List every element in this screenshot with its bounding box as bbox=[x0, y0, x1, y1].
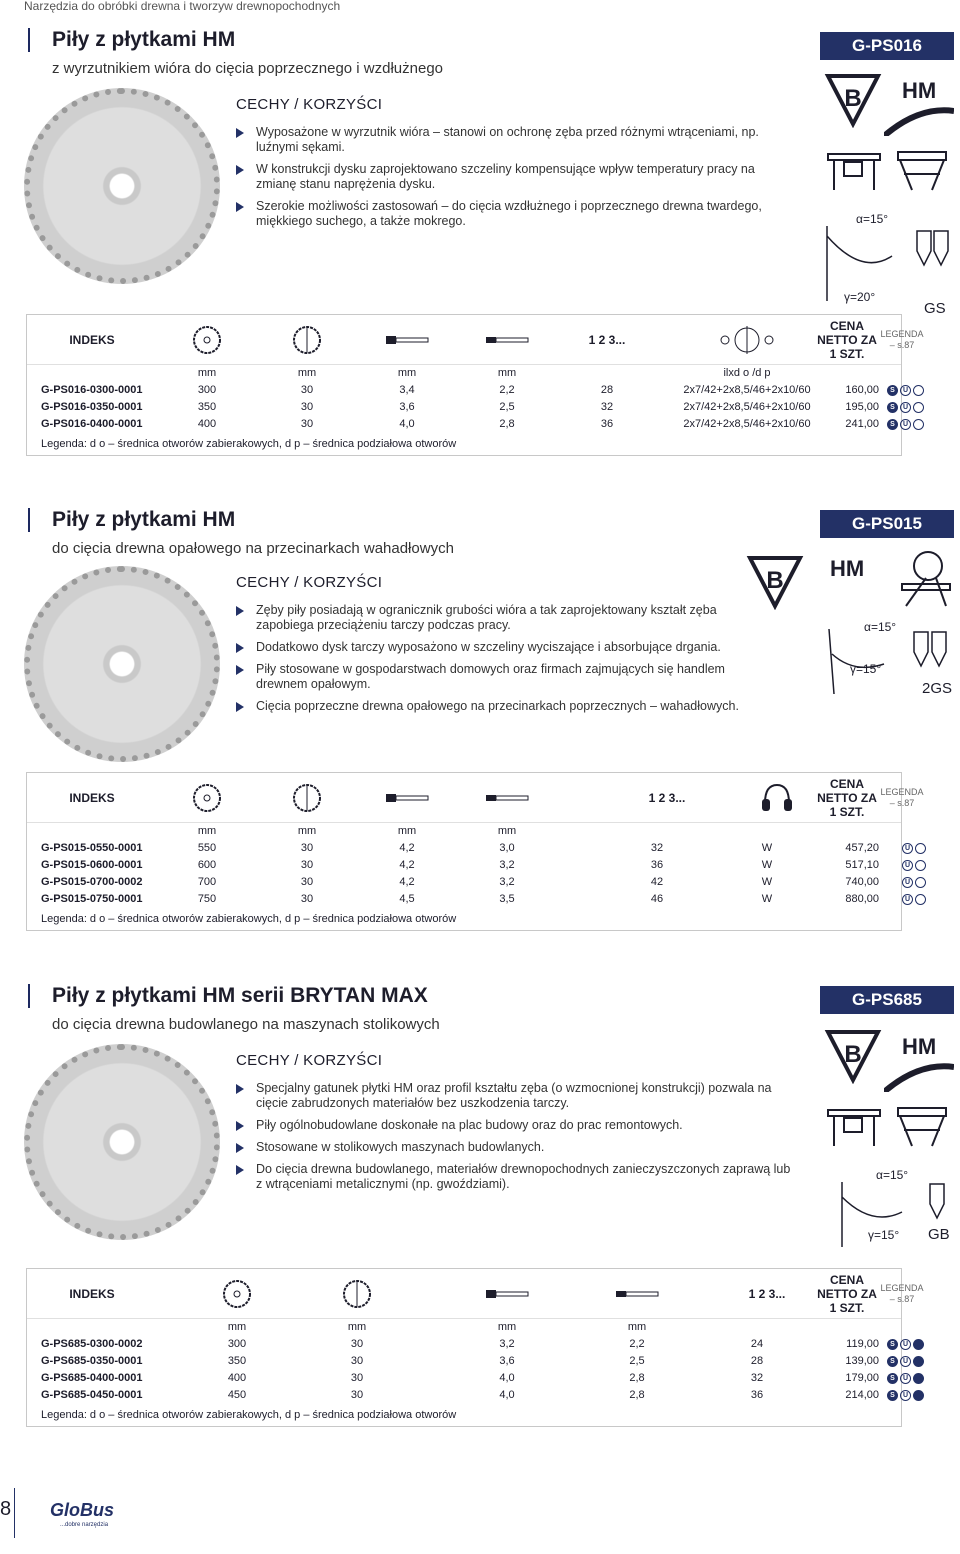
unit-cell: mm bbox=[197, 367, 217, 379]
page-divider bbox=[14, 1488, 15, 1538]
gamma-angle-label: γ=15° bbox=[868, 1228, 900, 1242]
category-header: Narzędzia do obróbki drewna i tworzyw drewnopochodnych bbox=[24, 0, 341, 13]
section-title: Piły z płytkami HM bbox=[28, 508, 235, 532]
thickness-cell: 2,2 bbox=[499, 384, 515, 396]
kerf-cell: 4,0 bbox=[399, 418, 415, 430]
legend-badges bbox=[902, 860, 926, 871]
hm-label: HM bbox=[902, 1034, 937, 1059]
badge-outline-circle bbox=[913, 385, 924, 396]
bore-cell: 30 bbox=[350, 1338, 364, 1350]
body-thickness-icon bbox=[484, 786, 530, 810]
index-cell: G-PS685-0450-0001 bbox=[41, 1389, 143, 1401]
feature-item: W konstrukcji dysku zaprojektowano szczeliny kompensujące wpływ temperatury pracy na zmianę stanu naprężenia dysku. bbox=[236, 162, 796, 192]
thickness-cell: 2,2 bbox=[629, 1338, 645, 1350]
badge-outline-circle bbox=[915, 894, 926, 905]
bench-saw-icon bbox=[892, 1100, 952, 1150]
diameter-cell: 300 bbox=[227, 1338, 247, 1350]
diameter-cell: 350 bbox=[197, 401, 217, 413]
diameter-icon bbox=[191, 782, 223, 814]
badge-outline-circle bbox=[915, 843, 926, 854]
section-title: Piły z płytkami HM serii BRYTAN MAX bbox=[28, 984, 428, 1008]
diameter-cell: 350 bbox=[227, 1355, 247, 1367]
index-header: INDEKS bbox=[69, 1287, 115, 1301]
tooth-shape-label: GB bbox=[928, 1226, 950, 1243]
price-cell: 457,20 bbox=[845, 842, 879, 854]
legend-badges bbox=[887, 1390, 924, 1401]
kerf-cell: 4,2 bbox=[399, 842, 415, 854]
index-header: INDEKS bbox=[69, 333, 115, 347]
hm-label: HM bbox=[830, 556, 865, 581]
price-cell: 214,00 bbox=[845, 1389, 879, 1401]
icons-panel bbox=[820, 1022, 956, 1252]
holes-cell: W bbox=[761, 876, 773, 888]
saw-blade-image bbox=[24, 1044, 220, 1240]
section-subtitle: do cięcia drewna opałowego na przecinarkach wahadłowych bbox=[52, 540, 454, 557]
holes-cell: 2x7/42+2x8,5/46+2x10/60 bbox=[683, 418, 811, 430]
badge-u: U bbox=[900, 1356, 911, 1367]
feature-item: Dodatkowo dysk tarczy wyposażono w szczeliny wyciszające i absorbujące drgania. bbox=[236, 640, 766, 655]
feature-item: Do cięcia drewna budowlanego, materiałów drewnopochodnych zanieczyszczonych zaprawą lub z wtrąceniami metalicznymi (np. gwoździami). bbox=[236, 1162, 796, 1192]
teeth-count-header: 1 2 3... bbox=[588, 333, 626, 347]
bore-cell: 30 bbox=[350, 1372, 364, 1384]
index-cell: G-PS685-0350-0001 bbox=[41, 1355, 143, 1367]
badge-u: U bbox=[902, 843, 913, 854]
table-row bbox=[27, 1370, 909, 1387]
saw-blade-image bbox=[24, 88, 220, 284]
index-cell: G-PS015-0750-0001 bbox=[41, 893, 143, 905]
unit-cell: mm bbox=[397, 825, 417, 837]
features-title: CECHY / KORZYŚCI bbox=[236, 96, 383, 113]
feature-item: Zęby piły posiadają w ogranicznik grubości wióra a tak zaprojektowany kształt zęba zapobiega przeciążeniu tarczy podczas pracy. bbox=[236, 603, 766, 633]
product-code-badge: G-PS015 bbox=[820, 510, 954, 538]
svg-text:B: B bbox=[844, 1041, 862, 1068]
kerf-cell: 3,6 bbox=[399, 401, 415, 413]
page-number: 8 bbox=[0, 1498, 12, 1520]
features-block bbox=[236, 96, 796, 236]
bore-cell: 30 bbox=[300, 401, 314, 413]
saw-blade-image bbox=[24, 566, 220, 762]
spec-table-ps016 bbox=[26, 314, 924, 456]
alpha-angle-label: α=15° bbox=[864, 620, 897, 634]
teeth-cell: 46 bbox=[650, 893, 664, 905]
table-row bbox=[27, 1336, 909, 1353]
price-cell: 160,00 bbox=[845, 384, 879, 396]
gamma-angle-label: γ=20° bbox=[844, 290, 876, 304]
kerf-width-icon bbox=[484, 1282, 530, 1306]
tooth-shape-label: GS bbox=[924, 300, 946, 317]
bore-cell: 30 bbox=[300, 842, 314, 854]
brand-tagline: ...dobre narzędzia bbox=[60, 1522, 109, 1528]
table-row bbox=[27, 840, 911, 857]
icons-panel bbox=[746, 548, 956, 708]
diameter-cell: 450 bbox=[227, 1389, 247, 1401]
holes-cell: W bbox=[761, 859, 773, 871]
product-code-badge: G-PS685 bbox=[820, 986, 954, 1014]
kerf-cell: 3,4 bbox=[399, 384, 415, 396]
badge-u: U bbox=[900, 1373, 911, 1384]
badge-u: U bbox=[902, 860, 913, 871]
feature-item: Specjalny gatunek płytki HM oraz profil kształtu zęba (o wzmocnionej konstrukcji) pozwala na cięcie zabrudzonych materiałów bez uszkodzenia tarczy. bbox=[236, 1081, 796, 1111]
price-cell: 195,00 bbox=[845, 401, 879, 413]
badge-u: U bbox=[900, 385, 911, 396]
index-cell: G-PS685-0400-0001 bbox=[41, 1372, 143, 1384]
features-block bbox=[236, 1052, 796, 1199]
teeth-cell: 32 bbox=[650, 842, 664, 854]
index-cell: G-PS016-0400-0001 bbox=[41, 418, 143, 430]
price-cell: 241,00 bbox=[845, 418, 879, 430]
badge-outline-circle bbox=[915, 877, 926, 888]
unit-cell: mm bbox=[297, 367, 317, 379]
bore-cell: 30 bbox=[300, 384, 314, 396]
legend-badges bbox=[887, 385, 924, 396]
price-cell: 517,10 bbox=[845, 859, 879, 871]
holes-cell: 2x7/42+2x8,5/46+2x10/60 bbox=[683, 384, 811, 396]
svg-text:B: B bbox=[844, 85, 862, 112]
price-header: CENA NETTO ZA 1 SZT. bbox=[817, 1273, 877, 1315]
bore-diameter-icon bbox=[291, 324, 323, 356]
section-subtitle: z wyrzutnikiem wióra do cięcia poprzecznego i wzdłużnego bbox=[52, 60, 444, 77]
units-row bbox=[27, 1319, 901, 1336]
body-thickness-icon bbox=[614, 1282, 660, 1306]
diameter-cell: 300 bbox=[197, 384, 217, 396]
unit-cell: ilxd o /d p bbox=[723, 367, 771, 379]
b-class-triangle-icon bbox=[824, 70, 882, 128]
feature-item: Stosowane w stolikowych maszynach budowlanych. bbox=[236, 1140, 796, 1155]
teeth-cell: 32 bbox=[750, 1372, 764, 1384]
swing-saw-icon bbox=[896, 548, 956, 608]
thickness-cell: 2,5 bbox=[499, 401, 515, 413]
badge-filled-circle bbox=[913, 1390, 924, 1401]
bench-saw-icon bbox=[892, 144, 952, 194]
teeth-count-header: 1 2 3... bbox=[748, 1287, 786, 1301]
table-row bbox=[27, 1353, 909, 1370]
badge-s: S bbox=[887, 419, 898, 430]
legend-badges bbox=[887, 419, 924, 430]
unit-cell: mm bbox=[297, 825, 317, 837]
section-title: Piły z płytkami HM bbox=[28, 28, 235, 52]
section-subtitle: do cięcia drewna budowlanego na maszynach stolikowych bbox=[52, 1016, 440, 1033]
thickness-cell: 3,0 bbox=[499, 842, 515, 854]
feature-item: Piły stosowane w gospodarstwach domowych oraz firmach zajmujących się handlem drewnem opałowym. bbox=[236, 662, 766, 692]
b-class-triangle-icon bbox=[824, 1026, 882, 1084]
diameter-cell: 600 bbox=[197, 859, 217, 871]
price-header: CENA NETTO ZA 1 SZT. bbox=[817, 777, 877, 819]
features-title: CECHY / KORZYŚCI bbox=[236, 1052, 383, 1069]
table-saw-icon bbox=[824, 1100, 884, 1150]
holes-cell: 2x7/42+2x8,5/46+2x10/60 bbox=[683, 401, 811, 413]
price-cell: 740,00 bbox=[845, 876, 879, 888]
badge-s: S bbox=[887, 1390, 898, 1401]
product-code-badge: G-PS016 bbox=[820, 32, 954, 60]
badge-u: U bbox=[900, 1339, 911, 1350]
badge-u: U bbox=[900, 1390, 911, 1401]
table-saw-icon bbox=[824, 144, 884, 194]
badge-filled-circle bbox=[913, 1373, 924, 1384]
kerf-width-icon bbox=[384, 786, 430, 810]
feature-item: Cięcia poprzeczne drewna opałowego na przecinarkach poprzecznych – wahadłowych. bbox=[236, 699, 766, 714]
unit-cell: mm bbox=[497, 1321, 517, 1333]
unit-cell: mm bbox=[227, 1321, 247, 1333]
price-cell: 139,00 bbox=[845, 1355, 879, 1367]
badge-outline-circle bbox=[915, 860, 926, 871]
table-row bbox=[27, 382, 909, 399]
table-row bbox=[27, 399, 909, 416]
product-section-ps685 bbox=[24, 984, 956, 1244]
badge-s: S bbox=[887, 385, 898, 396]
kerf-width-icon bbox=[384, 328, 430, 352]
legend-badges bbox=[902, 843, 926, 854]
unit-cell: mm bbox=[497, 367, 517, 379]
kerf-cell: 4,5 bbox=[399, 893, 415, 905]
blade-segment-icon bbox=[884, 106, 954, 136]
kerf-cell: 4,2 bbox=[399, 859, 415, 871]
legend-note: Legenda: d o – średnica otworów zabierakowych, d p – średnica podziałowa otworów bbox=[41, 438, 457, 450]
price-cell: 119,00 bbox=[846, 1338, 879, 1350]
index-cell: G-PS016-0300-0001 bbox=[41, 384, 143, 396]
legend-header: LEGENDA – s.87 bbox=[880, 787, 924, 808]
badge-filled-circle bbox=[913, 1339, 924, 1350]
feature-item: Szerokie możliwości zastosowań – do cięcia wzdłużnego i poprzecznego drewna twardego, miękkiego suchego, a także mokrego. bbox=[236, 199, 796, 229]
kerf-cell: 3,6 bbox=[499, 1355, 515, 1367]
thickness-cell: 3,2 bbox=[499, 859, 515, 871]
bore-cell: 30 bbox=[300, 876, 314, 888]
bore-diameter-icon bbox=[291, 782, 323, 814]
teeth-cell: 24 bbox=[750, 1338, 764, 1350]
thickness-cell: 2,8 bbox=[499, 418, 515, 430]
legend-header: LEGENDA – s.87 bbox=[880, 329, 924, 350]
badge-s: S bbox=[887, 1373, 898, 1384]
svg-text:B: B bbox=[766, 567, 784, 594]
legend-badges bbox=[887, 1373, 924, 1384]
badge-u: U bbox=[900, 402, 911, 413]
badge-u: U bbox=[902, 877, 913, 888]
pin-holes-icon bbox=[717, 324, 777, 356]
spec-table-ps015 bbox=[26, 772, 924, 931]
table-row bbox=[27, 874, 911, 891]
body-thickness-icon bbox=[484, 328, 530, 352]
diameter-icon bbox=[221, 1278, 253, 1310]
teeth-cell: 36 bbox=[650, 859, 664, 871]
features-title: CECHY / KORZYŚCI bbox=[236, 574, 383, 591]
holes-cell: W bbox=[761, 842, 773, 854]
bore-cell: 30 bbox=[300, 859, 314, 871]
unit-cell: mm bbox=[497, 825, 517, 837]
diameter-cell: 400 bbox=[227, 1372, 247, 1384]
product-section-ps015 bbox=[24, 508, 956, 768]
legend-header: LEGENDA – s.87 bbox=[880, 1283, 924, 1304]
thickness-cell: 2,5 bbox=[629, 1355, 645, 1367]
teeth-count-header: 1 2 3... bbox=[648, 791, 686, 805]
units-row bbox=[27, 365, 901, 382]
feature-item: Wyposażone w wyrzutnik wióra – stanowi on ochronę zęba przed różnymi wtrąceniami, np. luźnymi sękami. bbox=[236, 125, 796, 155]
kerf-cell: 4,0 bbox=[499, 1372, 515, 1384]
icons-panel bbox=[820, 66, 956, 316]
index-cell: G-PS015-0700-0002 bbox=[41, 876, 143, 888]
diameter-icon bbox=[191, 324, 223, 356]
ear-protection-icon bbox=[760, 783, 794, 813]
thickness-cell: 3,2 bbox=[499, 876, 515, 888]
table-row bbox=[27, 416, 909, 433]
thickness-cell: 2,8 bbox=[629, 1389, 645, 1401]
index-cell: G-PS015-0550-0001 bbox=[41, 842, 143, 854]
bore-cell: 30 bbox=[350, 1389, 364, 1401]
index-cell: G-PS016-0350-0001 bbox=[41, 401, 143, 413]
diameter-cell: 750 bbox=[197, 893, 217, 905]
badge-u: U bbox=[900, 419, 911, 430]
legend-badges bbox=[902, 877, 926, 888]
index-cell: G-PS685-0300-0002 bbox=[41, 1338, 143, 1350]
unit-cell: mm bbox=[627, 1321, 647, 1333]
badge-u: U bbox=[902, 894, 913, 905]
badge-s: S bbox=[887, 402, 898, 413]
bore-diameter-icon bbox=[341, 1278, 373, 1310]
features-block bbox=[236, 574, 766, 721]
legend-badges bbox=[902, 894, 926, 905]
feature-item: Piły ogólnobudowlane doskonałe na plac budowy oraz do prac remontowych. bbox=[236, 1118, 796, 1133]
legend-badges bbox=[887, 1339, 924, 1350]
table-row bbox=[27, 1387, 909, 1404]
price-cell: 179,00 bbox=[845, 1372, 879, 1384]
unit-cell: mm bbox=[347, 1321, 367, 1333]
price-header: CENA NETTO ZA 1 SZT. bbox=[817, 319, 877, 361]
b-class-triangle-icon bbox=[746, 552, 804, 610]
legend-badges bbox=[887, 402, 924, 413]
tooth-shape-label: 2GS bbox=[922, 680, 953, 697]
kerf-cell: 4,2 bbox=[399, 876, 415, 888]
alpha-angle-label: α=15° bbox=[876, 1168, 909, 1182]
price-cell: 880,00 bbox=[845, 893, 879, 905]
table-row bbox=[27, 857, 911, 874]
diameter-cell: 400 bbox=[197, 418, 217, 430]
thickness-cell: 2,8 bbox=[629, 1372, 645, 1384]
table-row bbox=[27, 891, 911, 908]
bore-cell: 30 bbox=[300, 893, 314, 905]
teeth-cell: 36 bbox=[600, 418, 614, 430]
teeth-cell: 32 bbox=[600, 401, 614, 413]
tooth-geometry-icon bbox=[822, 216, 952, 306]
badge-s: S bbox=[887, 1356, 898, 1367]
teeth-cell: 42 bbox=[650, 876, 664, 888]
legend-note: Legenda: d o – średnica otworów zabierakowych, d p – średnica podziałowa otworów bbox=[41, 1409, 457, 1421]
teeth-cell: 28 bbox=[600, 384, 614, 396]
alpha-angle-label: α=15° bbox=[856, 212, 889, 226]
badge-outline-circle bbox=[913, 402, 924, 413]
thickness-cell: 3,5 bbox=[499, 893, 515, 905]
bore-cell: 30 bbox=[350, 1355, 364, 1367]
legend-badges bbox=[887, 1356, 924, 1367]
badge-s: S bbox=[887, 1339, 898, 1350]
unit-cell: mm bbox=[197, 825, 217, 837]
gamma-angle-label: γ=15° bbox=[850, 662, 882, 676]
kerf-cell: 4,0 bbox=[499, 1389, 515, 1401]
badge-filled-circle bbox=[913, 1356, 924, 1367]
diameter-cell: 700 bbox=[197, 876, 217, 888]
kerf-cell: 3,2 bbox=[499, 1338, 515, 1350]
teeth-cell: 36 bbox=[750, 1389, 764, 1401]
holes-cell: W bbox=[761, 893, 773, 905]
hm-label: HM bbox=[902, 78, 937, 103]
blade-segment-icon bbox=[884, 1062, 954, 1092]
brand-logo: GloBus bbox=[50, 1500, 115, 1520]
units-row bbox=[27, 823, 901, 840]
index-header: INDEKS bbox=[69, 791, 115, 805]
bore-cell: 30 bbox=[300, 418, 314, 430]
legend-note: Legenda: d o – średnica otworów zabierakowych, d p – średnica podziałowa otworów bbox=[41, 913, 457, 925]
diameter-cell: 550 bbox=[197, 842, 217, 854]
badge-outline-circle bbox=[913, 419, 924, 430]
index-cell: G-PS015-0600-0001 bbox=[41, 859, 143, 871]
teeth-cell: 28 bbox=[750, 1355, 764, 1367]
spec-table-ps685 bbox=[26, 1268, 924, 1427]
unit-cell: mm bbox=[397, 367, 417, 379]
